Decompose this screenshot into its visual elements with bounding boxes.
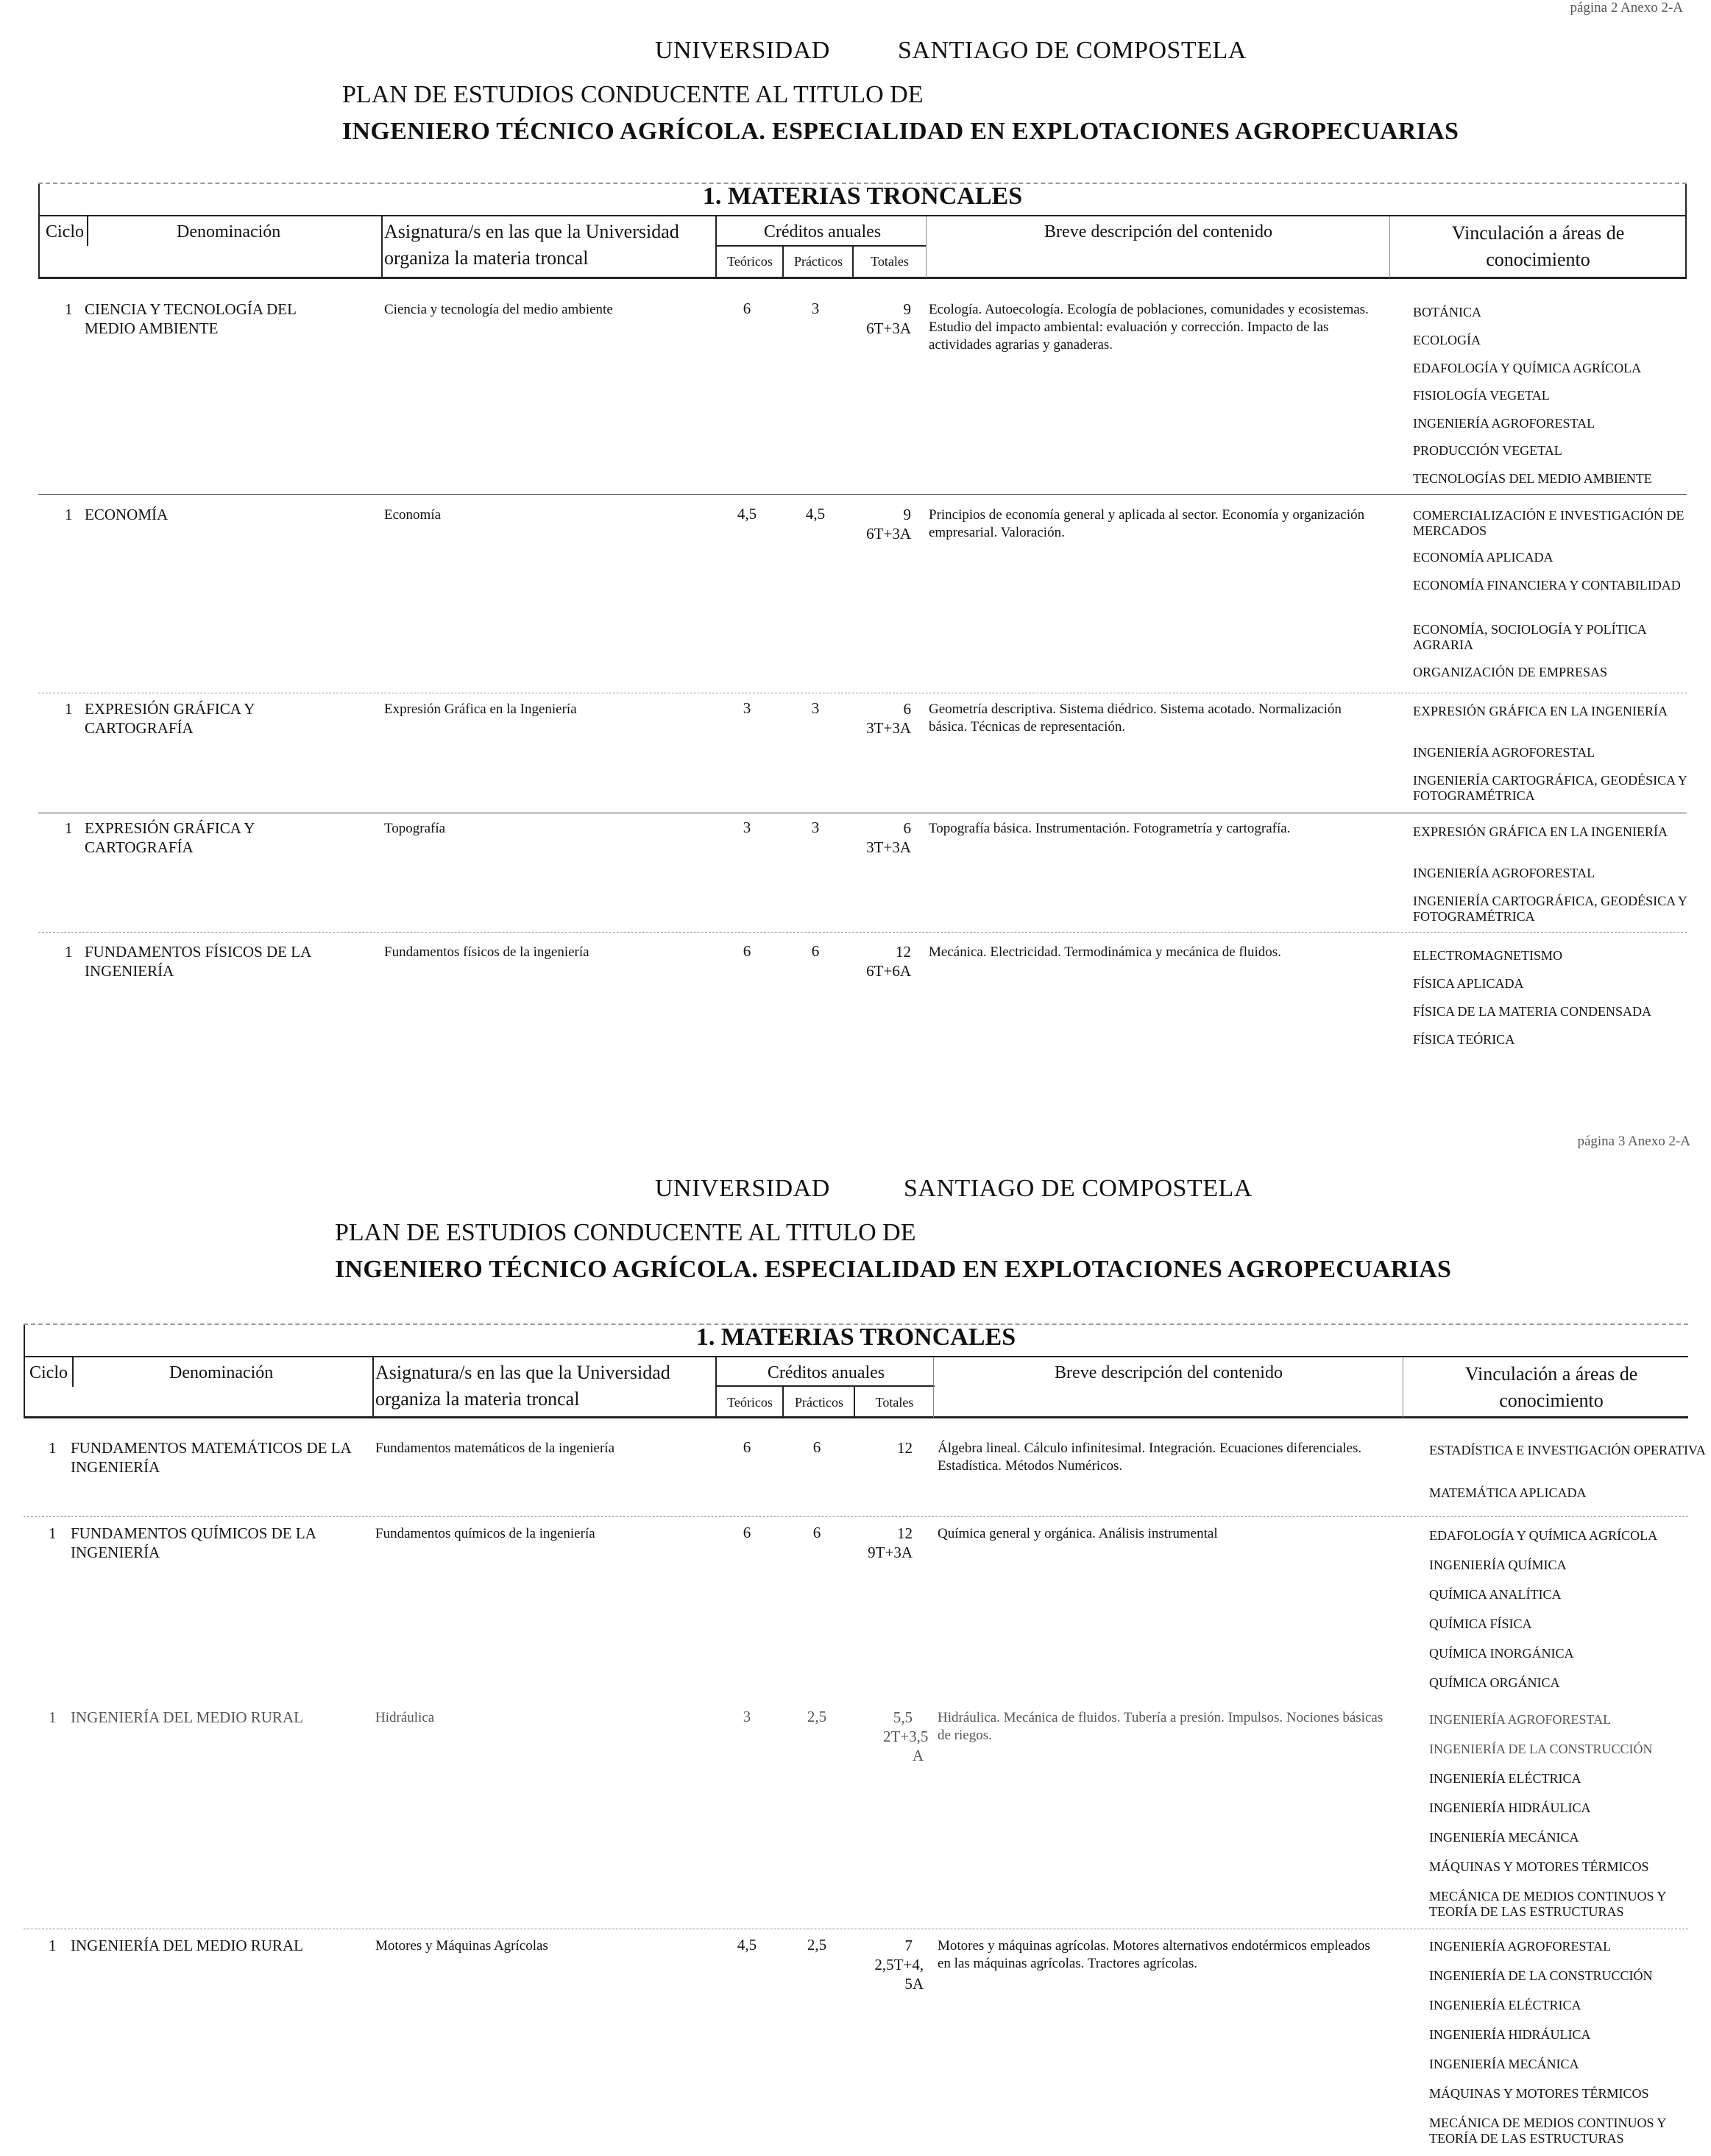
area-item: INGENIERÍA AGROFORESTAL (1413, 866, 1595, 880)
row-totales-detail: 2,5T+4, 5A (874, 1956, 924, 1993)
col-asignatura-2: organiza la materia troncal (375, 1388, 580, 1410)
col-practicos: Prácticos (794, 254, 843, 269)
row-divider (24, 1516, 1688, 1517)
row-descripcion: Mecánica. Electricidad. Termodinámica y mecánica de fluidos. (929, 944, 1281, 960)
row-asignatura: Hidráulica (375, 1710, 435, 1725)
area-item: FISIOLOGÍA VEGETAL (1413, 388, 1550, 403)
denom-divider (381, 216, 383, 278)
row-teoricos: 3 (743, 699, 751, 717)
area-item: ECOLOGÍA (1413, 333, 1481, 347)
area-item: BOTÁNICA (1413, 305, 1481, 319)
degree-title: INGENIERO TÉCNICO AGRÍCOLA. ESPECIALIDAD EN EXPLOTACIONES AGROPECUARIAS (342, 118, 1459, 145)
area-item: ESTADÍSTICA E INVESTIGACIÓN OPERATIVA (1429, 1443, 1706, 1457)
ciclo-divider (87, 216, 88, 246)
row-ciclo: 1 (49, 1524, 57, 1542)
table-title: 1. MATERIAS TRONCALES (695, 1323, 1016, 1351)
area-item: INGENIERÍA AGROFORESTAL (1413, 745, 1595, 760)
row-ciclo: 1 (65, 943, 73, 961)
row-practicos: 6 (811, 942, 820, 960)
row-denominacion: INGENIERÍA DEL MEDIO RURAL (71, 1937, 303, 1954)
row-divider (38, 932, 1687, 933)
teor-divider (782, 1387, 784, 1418)
area-item: QUÍMICA FÍSICA (1429, 1616, 1532, 1631)
row-descripcion: Química general y orgánica. Análisis instrumental (938, 1526, 1218, 1541)
col-ciclo: Ciclo (46, 222, 84, 241)
area-item: INGENIERÍA AGROFORESTAL (1429, 1712, 1612, 1727)
asig-divider (715, 1357, 717, 1418)
page-label: página 3 Anexo 2-A (1577, 1134, 1690, 1149)
area-item: EDAFOLOGÍA Y QUÍMICA AGRÍCOLA (1429, 1528, 1658, 1543)
row-descripcion: Hidráulica. Mecánica de fluidos. Tubería a presión. Impulsos. Nociones básicas de riegos. (938, 1710, 1384, 1743)
row-totales-detail: 6T+6A (866, 962, 911, 980)
row-asignatura: Fundamentos físicos de la ingeniería (384, 944, 589, 960)
area-item: MÁQUINAS Y MOTORES TÉRMICOS (1429, 1859, 1649, 1874)
area-item: EDAFOLOGÍA Y QUÍMICA AGRÍCOLA (1413, 361, 1642, 375)
row-denominacion: ECONOMÍA (85, 506, 169, 523)
row-totales-detail: 3T+3A (866, 838, 911, 856)
row-totales-detail: 9T+3A (868, 1544, 913, 1561)
area-item: MÁQUINAS Y MOTORES TÉRMICOS (1429, 2086, 1649, 2101)
row-descripcion: Álgebra lineal. Cálculo infinitesimal. Integración. Ecuaciones diferenciales. Estadística. Métodos Numéricos. (938, 1441, 1362, 1474)
col-vinculacion-2: conocimiento (1499, 1390, 1604, 1411)
table-title: 1. MATERIAS TRONCALES (702, 183, 1023, 210)
plan-line: PLAN DE ESTUDIOS CONDUCENTE AL TITULO DE (335, 1219, 916, 1246)
area-item: INGENIERÍA HIDRÁULICA (1429, 1800, 1591, 1815)
university-name: SANTIAGO DE COMPOSTELA (898, 37, 1247, 64)
area-item: INGENIERÍA AGROFORESTAL (1429, 1939, 1612, 1954)
area-item: INGENIERÍA CARTOGRÁFICA, GEODÉSICA Y FOTOGRAMÉTRICA (1413, 773, 1687, 803)
row-practicos: 3 (811, 699, 820, 717)
row-denominacion: EXPRESIÓN GRÁFICA Y CARTOGRAFÍA (85, 700, 255, 737)
row-teoricos: 4,5 (737, 1936, 757, 1954)
row-denominacion: FUNDAMENTOS FÍSICOS DE LA INGENIERÍA (85, 943, 311, 980)
row-totales: 5,5 (893, 1708, 913, 1726)
row-denominacion: FUNDAMENTOS MATEMÁTICOS DE LA INGENIERÍA (71, 1439, 351, 1476)
row-asignatura: Economía (384, 507, 442, 523)
col-vinculacion-2: conocimiento (1486, 249, 1590, 270)
row-descripcion: Principios de economía general y aplicada al sector. Economía y organización empresarial. Valoración. (929, 507, 1365, 540)
row-teoricos: 6 (743, 1438, 751, 1456)
row-totales-detail: 6T+3A (866, 525, 911, 542)
row-totales: 12 (896, 943, 911, 961)
area-item: MECÁNICA DE MEDIOS CONTINUOS Y TEORÍA DE LAS ESTRUCTURAS (1429, 1889, 1666, 1919)
creditos-subrule (715, 245, 926, 247)
university-label: UNIVERSIDAD (655, 1175, 830, 1202)
area-item: ECONOMÍA, SOCIOLOGÍA Y POLÍTICA AGRARIA (1413, 622, 1646, 652)
row-descripcion: Ecología. Autoecología. Ecología de poblaciones, comunidades y ecosistemas. Estudio del impacto ambiental: evaluación y corrección. Impacto de las actividades agrarias y ganaderas. (929, 302, 1369, 353)
area-item: QUÍMICA ANALÍTICA (1429, 1587, 1562, 1602)
col-denominacion: Denominación (177, 222, 281, 241)
denom-divider (372, 1357, 374, 1418)
area-item: EXPRESIÓN GRÁFICA EN LA INGENIERÍA (1413, 704, 1668, 718)
university-label: UNIVERSIDAD (655, 37, 830, 64)
row-descripcion: Motores y máquinas agrícolas. Motores alternativos endotérmicos empleados en las máquinas agrícolas. Tractores agrícolas. (938, 1938, 1370, 1971)
header-rule (38, 215, 1687, 216)
row-teoricos: 4,5 (737, 505, 757, 523)
row-totales-detail: 2T+3,5 A (883, 1728, 929, 1764)
area-item: COMERCIALIZACIÓN E INVESTIGACIÓN DE MERCADOS (1413, 508, 1685, 538)
col-totales: Totales (875, 1395, 914, 1410)
area-item: FÍSICA TEÓRICA (1413, 1032, 1515, 1047)
col-asignatura-2: organiza la materia troncal (384, 247, 589, 269)
row-totales: 9 (903, 300, 911, 318)
row-ciclo: 1 (49, 1937, 57, 1954)
page-label: página 2 Anexo 2-A (1570, 0, 1683, 15)
header-bottom-rule (38, 277, 1687, 279)
col-teoricos: Teóricos (727, 254, 773, 269)
degree-title: INGENIERO TÉCNICO AGRÍCOLA. ESPECIALIDAD EN EXPLOTACIONES AGROPECUARIAS (335, 1256, 1452, 1283)
area-item: INGENIERÍA ELÉCTRICA (1429, 1998, 1581, 2012)
area-item: INGENIERÍA AGROFORESTAL (1413, 416, 1595, 431)
area-item: PRODUCCIÓN VEGETAL (1413, 443, 1562, 458)
row-ciclo: 1 (65, 300, 73, 318)
area-item: ECONOMÍA APLICADA (1413, 550, 1554, 565)
area-item: INGENIERÍA DE LA CONSTRUCCIÓN (1429, 1742, 1653, 1756)
col-creditos: Créditos anuales (767, 1363, 885, 1382)
col-practicos: Prácticos (795, 1395, 843, 1410)
row-totales: 12 (897, 1439, 913, 1457)
area-item: INGENIERÍA ELÉCTRICA (1429, 1771, 1581, 1786)
row-practicos: 4,5 (805, 505, 826, 523)
header-bottom-rule (24, 1416, 1688, 1418)
area-item: EXPRESIÓN GRÁFICA EN LA INGENIERÍA (1413, 824, 1668, 839)
area-item: FÍSICA DE LA MATERIA CONDENSADA (1413, 1004, 1652, 1019)
row-denominacion: EXPRESIÓN GRÁFICA Y CARTOGRAFÍA (85, 819, 255, 856)
area-item: QUÍMICA ORGÁNICA (1429, 1675, 1560, 1690)
row-practicos: 2,5 (807, 1708, 827, 1725)
area-item: FÍSICA APLICADA (1413, 976, 1524, 991)
prac-divider (854, 1387, 855, 1418)
row-teoricos: 6 (743, 942, 751, 960)
header-rule (24, 1356, 1688, 1357)
col-asignatura-1: Asignatura/s en las que la Universidad (384, 221, 679, 242)
desc-divider (1389, 216, 1390, 278)
row-asignatura: Motores y Máquinas Agrícolas (375, 1938, 548, 1954)
col-denominacion: Denominación (169, 1363, 274, 1382)
row-practicos: 2,5 (807, 1936, 827, 1954)
col-teoricos: Teóricos (727, 1395, 773, 1410)
area-item: QUÍMICA INORGÁNICA (1429, 1646, 1574, 1661)
plan-line: PLAN DE ESTUDIOS CONDUCENTE AL TITULO DE (342, 81, 924, 108)
row-divider (38, 494, 1687, 495)
area-item: INGENIERÍA CARTOGRÁFICA, GEODÉSICA Y FOTOGRAMÉTRICA (1413, 894, 1687, 924)
row-ciclo: 1 (65, 700, 73, 718)
row-totales: 12 (897, 1524, 913, 1542)
col-ciclo: Ciclo (29, 1363, 68, 1382)
col-vinculacion-1: Vinculación a áreas de (1464, 1363, 1638, 1385)
row-descripcion: Geometría descriptiva. Sistema diédrico. Sistema acotado. Normalización básica. Técnicas de representación. (929, 701, 1342, 735)
row-teoricos: 6 (743, 1524, 751, 1541)
area-item: INGENIERÍA MECÁNICA (1429, 1830, 1579, 1845)
area-item: ORGANIZACIÓN DE EMPRESAS (1413, 665, 1608, 679)
row-asignatura: Expresión Gráfica en la Ingeniería (384, 701, 577, 717)
area-item: INGENIERÍA MECÁNICA (1429, 2057, 1579, 2071)
area-item: INGENIERÍA QUÍMICA (1429, 1558, 1567, 1572)
area-item: TECNOLOGÍAS DEL MEDIO AMBIENTE (1413, 471, 1652, 486)
col-vinculacion-1: Vinculación a áreas de (1451, 222, 1625, 244)
row-asignatura: Ciencia y tecnología del medio ambiente (384, 302, 613, 317)
row-ciclo: 1 (65, 506, 73, 523)
area-item: INGENIERÍA HIDRÁULICA (1429, 2027, 1591, 2042)
col-creditos: Créditos anuales (763, 222, 882, 241)
area-item: ECONOMÍA FINANCIERA Y CONTABILIDAD (1413, 578, 1681, 593)
document-page-3 (0, 1119, 1711, 2156)
row-asignatura: Fundamentos matemáticos de la ingeniería (375, 1441, 615, 1456)
row-ciclo: 1 (49, 1439, 57, 1457)
row-ciclo: 1 (65, 819, 73, 837)
area-item: MECÁNICA DE MEDIOS CONTINUOS Y TEORÍA DE LAS ESTRUCTURAS (1429, 2116, 1666, 2146)
row-totales-detail: 3T+3A (866, 719, 911, 737)
row-denominacion: INGENIERÍA DEL MEDIO RURAL (71, 1708, 303, 1726)
area-item: ELECTROMAGNETISMO (1413, 948, 1562, 963)
row-practicos: 3 (811, 300, 820, 317)
row-teoricos: 6 (743, 300, 751, 317)
col-asignatura-1: Asignatura/s en las que la Universidad (375, 1362, 670, 1383)
teor-divider (782, 246, 784, 278)
creditos-subrule (715, 1385, 935, 1387)
row-totales: 7 (904, 1937, 913, 1954)
row-teoricos: 3 (743, 819, 751, 836)
ciclo-divider (72, 1357, 74, 1387)
row-totales: 6 (903, 700, 911, 718)
area-item: INGENIERÍA DE LA CONSTRUCCIÓN (1429, 1968, 1653, 1983)
university-name: SANTIAGO DE COMPOSTELA (904, 1175, 1253, 1202)
col-descripcion: Breve descripción del contenido (1055, 1363, 1283, 1382)
asig-divider (715, 216, 717, 278)
row-ciclo: 1 (49, 1708, 57, 1726)
row-totales-detail: 6T+3A (866, 319, 911, 337)
row-denominacion: FUNDAMENTOS QUÍMICOS DE LA INGENIERÍA (71, 1524, 316, 1561)
row-practicos: 6 (812, 1438, 821, 1456)
row-totales: 6 (903, 819, 911, 837)
row-totales: 9 (903, 506, 911, 523)
row-asignatura: Topografía (384, 821, 446, 836)
row-asignatura: Fundamentos químicos de la ingeniería (375, 1526, 595, 1541)
row-practicos: 3 (811, 819, 820, 836)
row-descripcion: Topografía básica. Instrumentación. Fotogrametría y cartografía. (929, 821, 1291, 836)
col-totales: Totales (871, 254, 909, 269)
col-descripcion: Breve descripción del contenido (1044, 222, 1272, 241)
row-teoricos: 3 (743, 1708, 751, 1725)
row-practicos: 6 (812, 1524, 821, 1541)
row-denominacion: CIENCIA Y TECNOLOGÍA DEL MEDIO AMBIENTE (85, 300, 297, 337)
area-item: MATEMÁTICA APLICADA (1429, 1485, 1587, 1500)
